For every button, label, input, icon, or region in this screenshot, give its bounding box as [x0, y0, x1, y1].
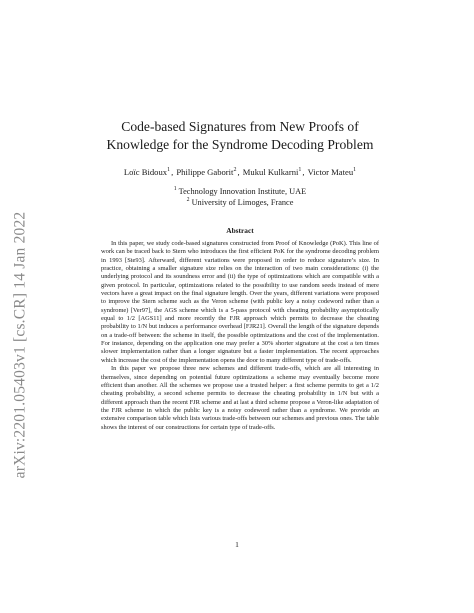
author-list: Loïc Bidoux$^1$, Philippe Gaborit$^2$, Mukul Kulkarni$^1$, Victor Mateu$^1$: [123, 167, 357, 177]
arxiv-identifier-margin: [0, 150, 40, 540]
affiliation: $^2$ University of Limoges, France: [186, 197, 294, 207]
author: Philippe Gaborit$^2$: [176, 167, 237, 177]
author: Mukul Kulkarni$^1$: [242, 167, 302, 177]
title-line-2: Knowledge for the Syndrome Decoding Problem: [106, 137, 374, 152]
paper-title: [95, 118, 385, 154]
abstract-paragraph-1: In this paper, we study code-based signatures constructed from Proof of Knowledge (PoK). This line of work can be traced back to Stern who introduces the first efficient PoK for the syndrome decoding problem in 1993 [Ste93]. Afterward, different variations were proposed in order to reduce signature’s size. In practice, obtaining a smaller signature size relies on the interaction of two main considerations: (i) the underlying protocol and its soundness error and (ii) the type of optimizations which are compatible with a given protocol. In particular, optimizations related to the possibility to use random seeds instead of mere vectors have a great impact on the final signature length. Over the years, different variations were proposed to improve the Stern scheme such as the Veron scheme (with public key a noisy codeword rather than a syndrome) [Ver97], the AGS scheme which is a 5-pass protocol with cheating probability asymptotically equal to 1/2 [AGS11] and more recently the FJR approach which permits to decrease the cheating probability to 1/N but induces a performance overhead [FJR21]. Overall the length of the signature depends on a trade-off between: the scheme in itself, the possible optimizations and the cost of the implementation. For instance, depending on the application one may prefer a 30% shorter signature at the cost a ten times slower implementation rather than a longer signature but a faster implementation. The recent approaches which increase the cost of the implementation opens the door to many different type of trade-offs.: [101, 240, 379, 364]
author: Victor Mateu$^1$: [307, 167, 357, 177]
author: Loïc Bidoux$^1$: [123, 167, 171, 177]
paper-first-page: [95, 118, 385, 432]
abstract-heading: Abstract: [226, 226, 254, 235]
abstract-body: [101, 240, 379, 432]
affiliation: $^1$ Technology Innovation Institute, UAE: [173, 186, 307, 196]
affiliation-list: [95, 186, 385, 208]
title-line-1: Code-based Signatures from New Proofs of: [121, 119, 359, 134]
arxiv-identifier: arXiv:2201.05403v1 [cs.CR] 14 Jan 2022: [11, 211, 28, 479]
abstract-paragraph-2: In this paper we propose three new schemes and different trade-offs, which are all interesting in themselves, since depending on potential future optimizations a scheme may eventually become more efficient than another. All the schemes we propose use a trusted helper: a first scheme permits to get a 1/2 cheating probability, a second scheme permits to decrease the cheating probability in 1/N but with a different approach than the recent FJR scheme and at last a third scheme propose a Veron-like adaptation of the FJR scheme in which the public key is a noisy codeword rather than a syndrome. We provide an extensive comparison table which lists various trade-offs between our schemes and previous ones. The table shows the interest of our constructions for certain type of trade-offs.: [101, 365, 379, 431]
page-number: 1: [235, 540, 239, 549]
